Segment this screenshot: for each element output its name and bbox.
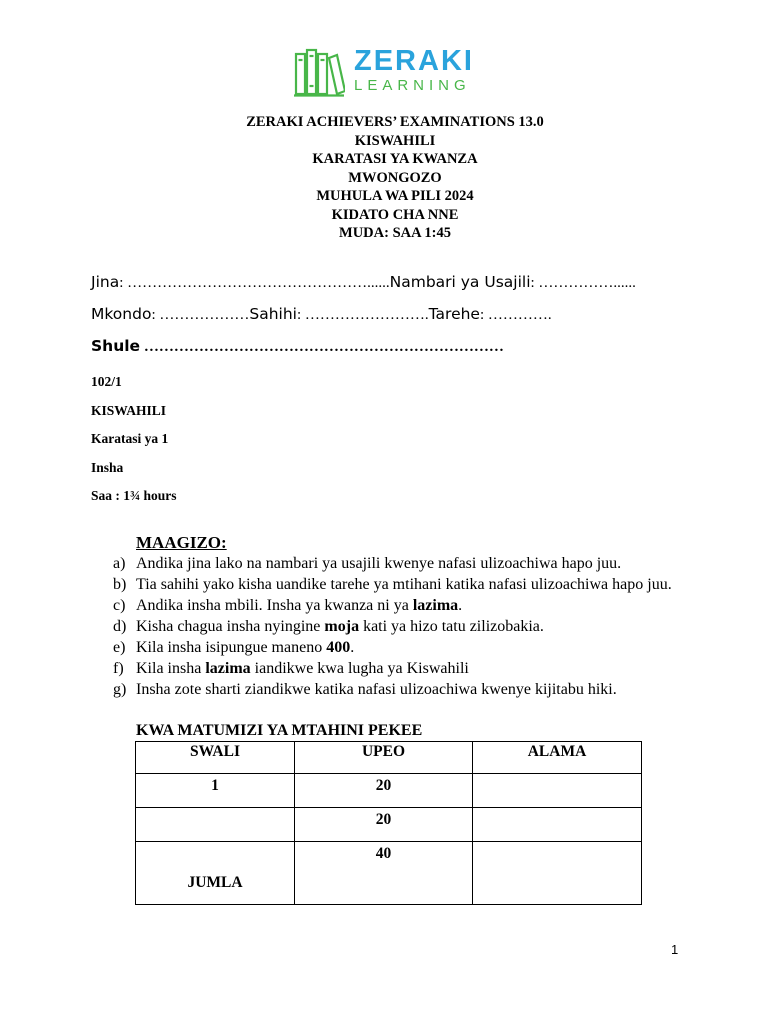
name-label: Jina [91,273,120,291]
instruction-letter: g) [113,681,127,698]
paper-info [91,373,177,516]
table-header-row [136,742,642,774]
instruction-text: Kila insha [136,660,206,677]
column-header-swali: SWALI [136,742,295,774]
school-line [91,330,636,362]
stream-field[interactable]: : ……………… [151,307,250,323]
instruction-item [113,658,673,679]
paper-code: 102/1 [91,374,122,389]
date-field[interactable]: : …………. [479,307,552,323]
instruction-item [113,553,673,574]
signature-field[interactable]: : ……………………. [296,307,429,323]
instruction-text: Andika jina lako na nambari ya usajili kwenye nafasi ulizoachiwa hapo juu. [136,555,622,572]
instruction-text-end: . [350,639,355,656]
header-line: ZERAKI ACHIEVERS’ EXAMINATIONS 13.0 [246,114,544,130]
instruction-item [113,637,673,658]
marks-table [135,741,642,905]
paper-duration: Saa : 1¾ hours [91,488,177,503]
name-line [91,266,636,298]
instruction-text: Andika insha mbili. Insha ya kwanza ni ya [136,597,413,614]
table-row [136,774,642,808]
instruction-emphasis: 400 [326,639,351,656]
instruction-text-end: kati ya hizo tatu zilizobakia. [359,618,544,635]
instruction-emphasis: lazima [205,660,251,677]
instruction-letter: a) [113,555,126,572]
total-label: JUMLA [187,874,243,891]
registration-field[interactable]: : ……………...... [530,275,636,291]
header-line: MUDA: SAA 1:45 [339,225,451,241]
cell-alama[interactable] [473,808,642,842]
instruction-letter: d) [113,618,127,635]
instruction-letter: c) [113,597,126,614]
instruction-item [113,574,673,595]
zeraki-logo [293,44,483,100]
candidate-fields [91,266,636,362]
instruction-text-end: iandikwe kwa lugha ya Kiswahili [250,660,469,677]
logo-name: ZERAKI [354,45,474,77]
cell-upeo: 20 [295,808,473,842]
page-number: 1 [671,942,679,957]
instructions-list [113,553,673,700]
table-total-row [136,842,642,905]
examiner-use-caption: KWA MATUMIZI YA MTAHINI PEKEE [136,722,423,739]
school-field[interactable]: ……………………………………………………………… [140,339,504,355]
cell-total-upeo: 40 [295,842,473,905]
date-label: Tarehe [428,305,480,323]
header-line: KIDATO CHA NNE [331,206,459,223]
paper-subject: KISWAHILI [91,402,167,418]
school-label: Shule [91,337,141,355]
instruction-emphasis: moja [324,618,360,635]
instructions-title: MAAGIZO: [136,533,227,552]
column-header-alama: ALAMA [473,742,642,774]
stream-line [91,298,636,330]
column-header-upeo: UPEO [295,742,473,774]
instruction-emphasis: lazima [412,597,459,614]
instruction-text-end: . [458,597,463,614]
cell-swali[interactable] [136,808,295,842]
paper-number: Karatasi ya 1 [91,431,169,446]
instruction-text: Tia sahihi yako kisha uandike tarehe ya mtihani katika nafasi ulizoachiwa hapo juu. [136,576,672,593]
name-field[interactable]: : …………………………………………...... [119,275,390,291]
header-line: KARATASI YA KWANZA [312,151,478,167]
cell-upeo: 20 [295,774,473,808]
header-line: MWONGOZO [348,169,442,186]
instruction-text: Kila insha isipungue maneno [136,639,327,656]
exam-header [200,113,590,243]
instruction-letter: f) [113,660,124,677]
table-row [136,808,642,842]
cell-total-label [136,842,295,905]
cell-swali: 1 [136,774,295,808]
registration-label: Nambari ya Usajili [389,273,531,291]
instruction-item [113,595,673,616]
instruction-item [113,679,673,700]
header-line: KISWAHILI [354,132,436,149]
signature-label: Sahihi [249,305,297,323]
cell-alama[interactable] [473,774,642,808]
stream-label: Mkondo [91,305,152,323]
cell-total-alama[interactable] [473,842,642,905]
header-line: MUHULA WA PILI 2024 [316,188,474,204]
books-icon [293,46,345,98]
instruction-text: Insha zote sharti ziandikwe katika nafasi ulizoachiwa kwenye kijitabu hiki. [136,681,617,698]
instruction-text: Kisha chagua insha nyingine [136,618,325,635]
instruction-item [113,616,673,637]
instruction-letter: b) [113,576,127,593]
logo-subtitle: LEARNING [354,77,471,94]
instruction-letter: e) [113,639,126,656]
paper-type: Insha [91,459,124,475]
